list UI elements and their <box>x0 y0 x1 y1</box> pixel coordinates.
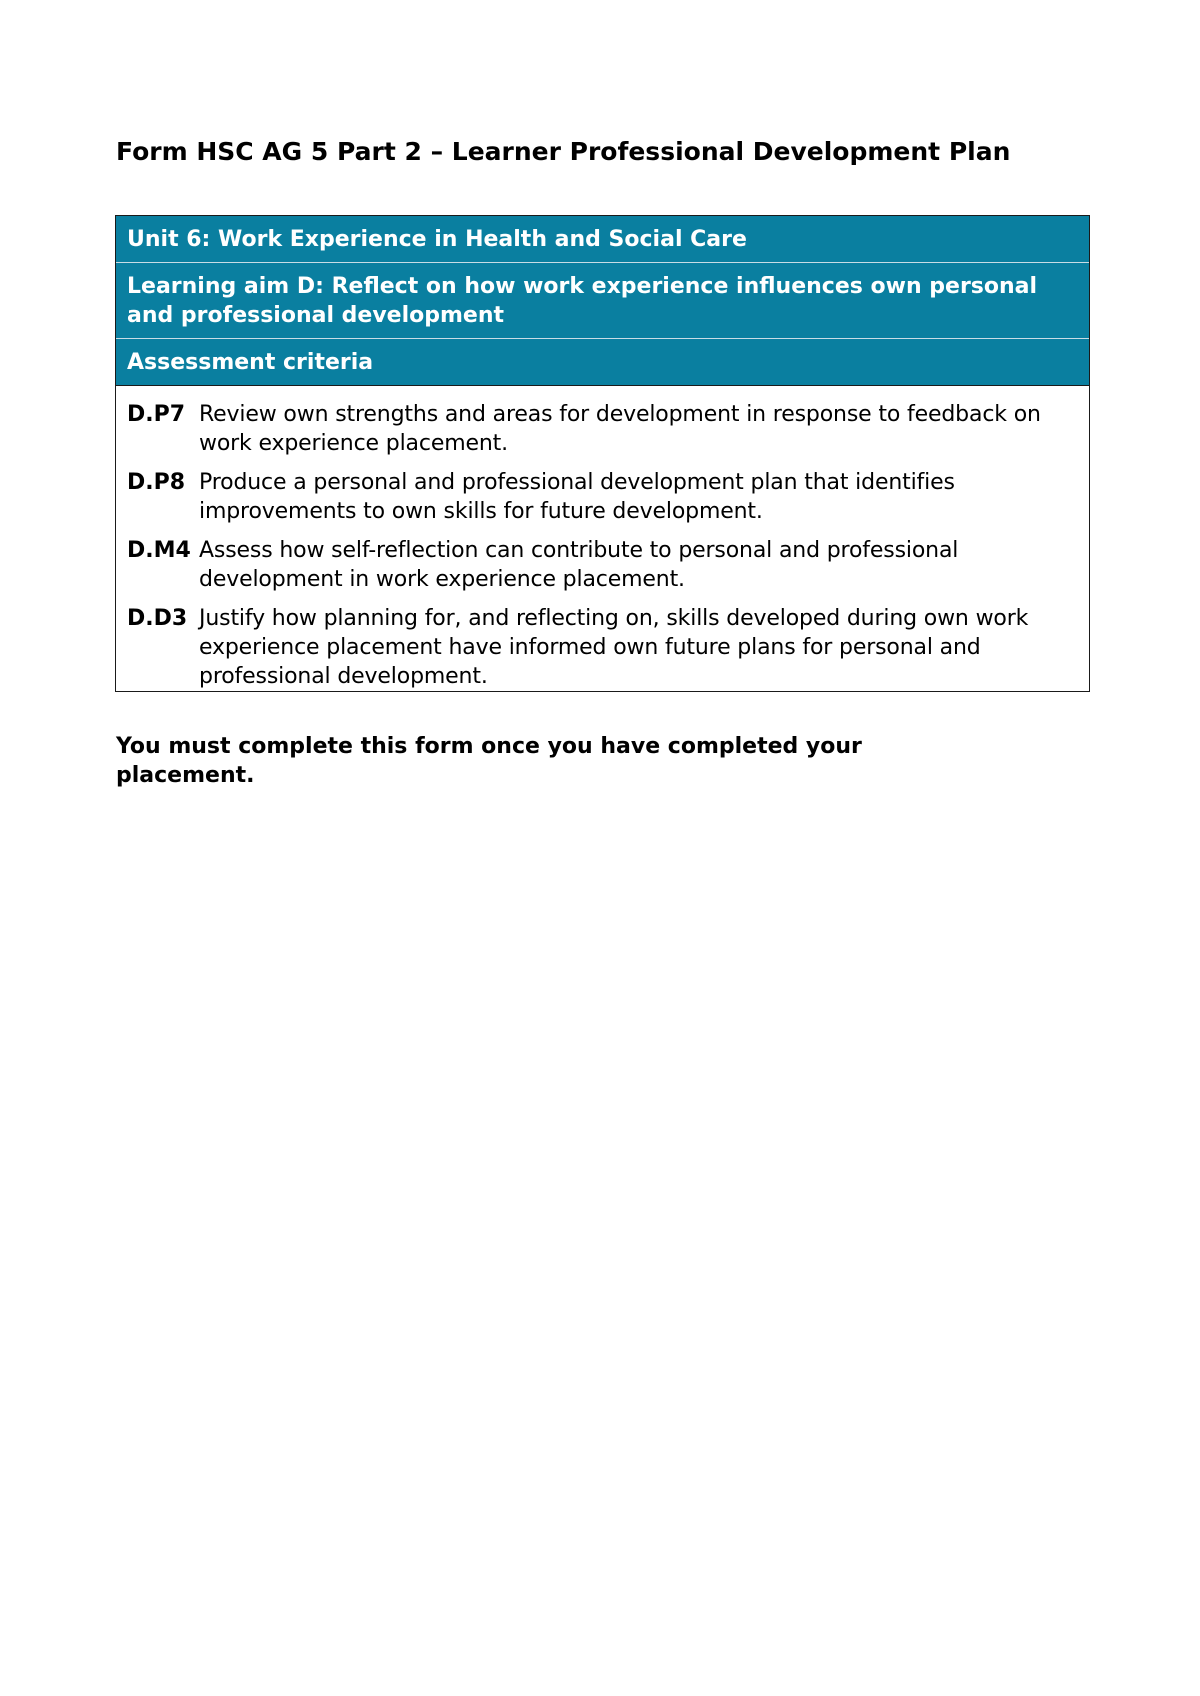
criterion-description: Review own strengths and areas for development in response to feedback on work experience placement. <box>199 402 1041 456</box>
assessment-criteria-heading: Assessment criteria <box>116 339 1089 386</box>
completion-instruction: You must complete this form once you have completed your placement. <box>116 734 862 788</box>
criterion-row <box>127 468 1079 526</box>
criterion-code: D.M4 <box>127 538 191 563</box>
assessment-criteria-table <box>115 215 1090 692</box>
criterion-row <box>127 400 1079 458</box>
criterion-code: D.P7 <box>127 402 186 427</box>
criterion-code: D.P8 <box>127 470 186 495</box>
criterion-description: Produce a personal and professional development plan that identifies improvements to own skills for future development. <box>199 470 955 524</box>
criterion-code: D.D3 <box>127 606 188 631</box>
criterion-row <box>127 536 1079 594</box>
criterion-row <box>127 604 1079 691</box>
criterion-description: Justify how planning for, and reflecting on, skills developed during own work experience placement have informed own future plans for personal and professional development. <box>199 606 1029 689</box>
criteria-list <box>116 386 1089 691</box>
learning-aim-heading: Learning aim D: Reflect on how work experience influences own personal and professional development <box>116 263 1089 339</box>
criterion-description: Assess how self-reflection can contribute to personal and professional development in work experience placement. <box>199 538 959 592</box>
unit-heading: Unit 6: Work Experience in Health and Social Care <box>116 216 1089 263</box>
page-title: Form HSC AG 5 Part 2 – Learner Professional Development Plan <box>116 137 1011 166</box>
